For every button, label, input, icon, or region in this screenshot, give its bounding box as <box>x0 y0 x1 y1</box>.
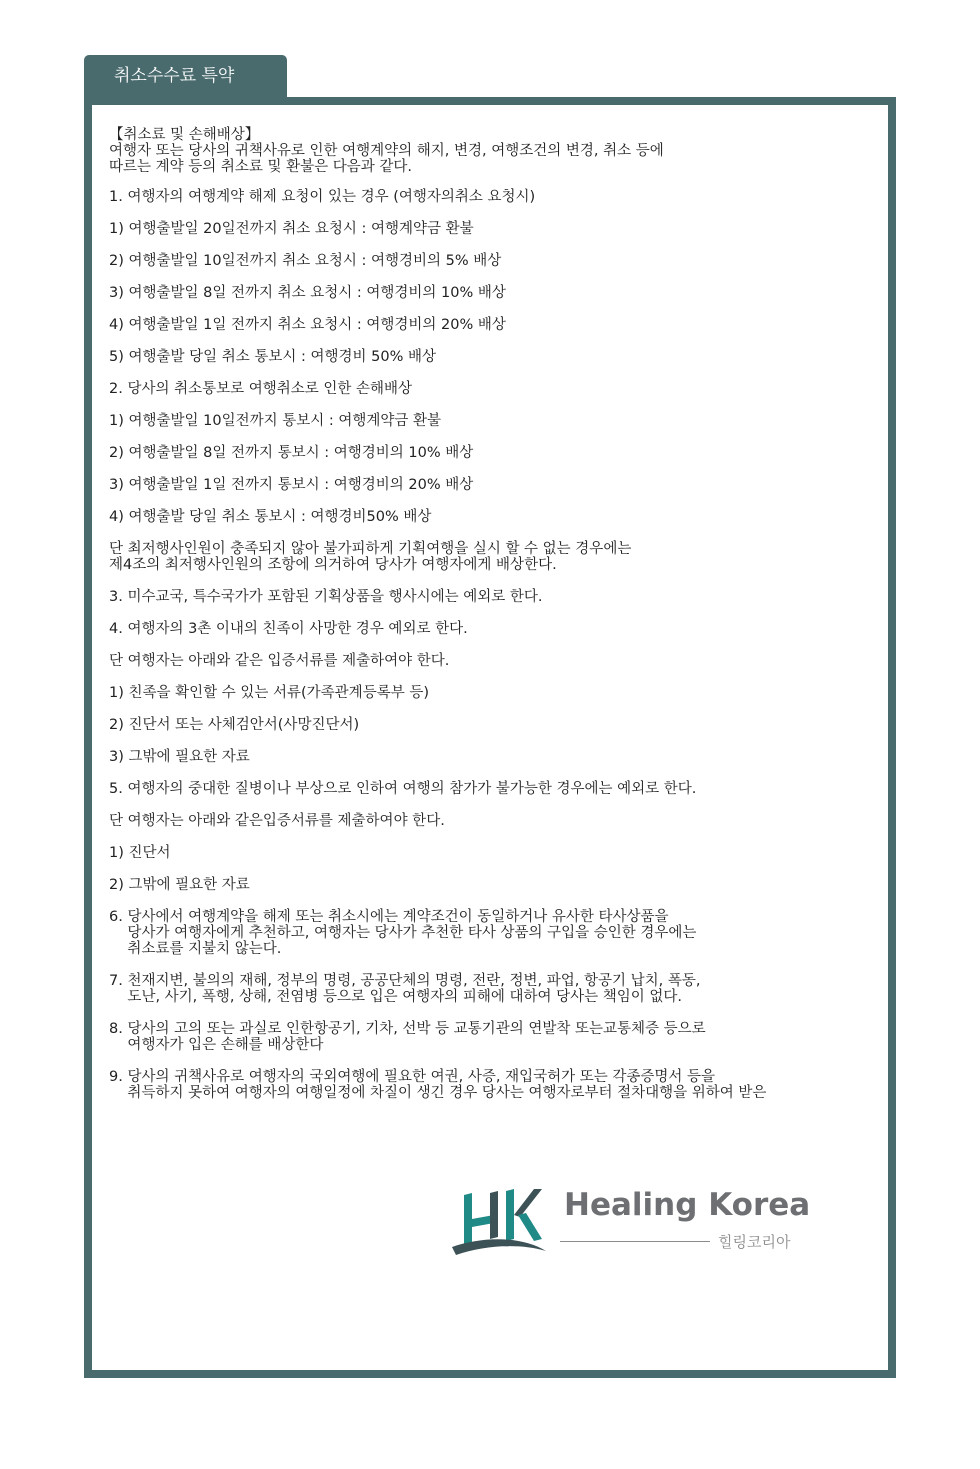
term-line: 3) 여행출발일 1일 전까지 통보시 : 여행경비의 20% 배상 <box>109 477 474 493</box>
term-item <box>109 189 869 205</box>
term-line: 8. 당사의 고의 또는 과실로 인한항공기, 기차, 선박 등 교통기관의 연발착 또는교통체증 등으로 <box>109 1021 706 1037</box>
term-line: 취득하지 못하여 여행자의 여행일정에 차질이 생긴 경우 당사는 여행자로부터 절차대행을 위하여 받은 <box>109 1085 767 1101</box>
term-item <box>109 589 869 605</box>
intro-line: 따르는 계약 등의 취소료 및 환불은 다음과 같다. <box>109 159 413 175</box>
section-tab-title: 취소수수료 특약 <box>114 66 235 86</box>
spacer <box>109 701 869 717</box>
term-line: 1. 여행자의 여행계약 해제 요청이 있는 경우 (여행자의취소 요청시) <box>109 189 536 205</box>
term-line: 여행자가 입은 손해를 배상한다 <box>109 1037 324 1053</box>
logo-name-korean: 힐링코리아 <box>718 1233 791 1251</box>
term-item <box>109 973 869 1005</box>
term-item <box>109 749 869 765</box>
term-line: 9. 당사의 귀책사유로 여행자의 국외여행에 필요한 여권, 사증, 재입국허가 또는 각종증명서 등을 <box>109 1069 716 1085</box>
term-item <box>109 381 869 397</box>
term-item <box>109 813 869 829</box>
term-item <box>109 877 869 893</box>
term-line: 단 여행자는 아래와 같은 입증서류를 제출하여야 한다. <box>109 653 450 669</box>
term-line: 3) 그밖에 필요한 자료 <box>109 749 250 765</box>
spacer <box>109 957 869 973</box>
term-line: 5. 여행자의 중대한 질병이나 부상으로 인하여 여행의 참가가 불가능한 경우에는 예외로 한다. <box>109 781 697 797</box>
term-item <box>109 845 869 861</box>
term-line: 3. 미수교국, 특수국가가 포함된 기획상품을 행사시에는 예외로 한다. <box>109 589 543 605</box>
terms-content <box>109 127 869 1101</box>
term-line: 2) 여행출발일 8일 전까지 통보시 : 여행경비의 10% 배상 <box>109 445 474 461</box>
term-item <box>109 445 869 461</box>
spacer <box>109 1005 869 1021</box>
intro-line: 여행자 또는 당사의 귀책사유로 인한 여행계약의 해지, 변경, 여행조건의 변경, 취소 등에 <box>109 143 664 159</box>
term-item <box>109 253 869 269</box>
term-item <box>109 317 869 333</box>
spacer <box>109 365 869 381</box>
term-line: 제4조의 최저행사인원의 조항에 의거하여 당사가 여행자에게 배상한다. <box>109 557 557 573</box>
spacer <box>109 637 869 653</box>
term-line: 4. 여행자의 3촌 이내의 친족이 사망한 경우 예외로 한다. <box>109 621 468 637</box>
spacer <box>109 829 869 845</box>
term-line: 당사가 여행자에게 추천하고, 여행자는 당사가 추천한 타사 상품의 구입을 승인한 경우에는 <box>109 925 697 941</box>
term-item <box>109 477 869 493</box>
term-item <box>109 685 869 701</box>
spacer <box>109 301 869 317</box>
spacer <box>109 525 869 541</box>
term-line: 1) 여행출발일 10일전까지 통보시 : 여행계약금 환불 <box>109 413 442 429</box>
spacer <box>109 333 869 349</box>
spacer <box>109 269 869 285</box>
term-item <box>109 541 869 573</box>
term-line: 2. 당사의 취소통보로 여행취소로 인한 손해배상 <box>109 381 413 397</box>
term-item <box>109 221 869 237</box>
term-line: 7. 천재지변, 불의의 재해, 정부의 명령, 공공단체의 명령, 전란, 정변, 파업, 항공기 납치, 폭동, <box>109 973 701 989</box>
logo-divider <box>560 1241 710 1242</box>
term-item <box>109 509 869 525</box>
term-line: 2) 그밖에 필요한 자료 <box>109 877 250 893</box>
spacer <box>109 733 869 749</box>
term-item <box>109 717 869 733</box>
spacer <box>109 493 869 509</box>
term-line: 2) 진단서 또는 사체검안서(사망진단서) <box>109 717 360 733</box>
term-item <box>109 653 869 669</box>
term-line: 도난, 사기, 폭행, 상해, 전염병 등으로 입은 여행자의 피해에 대하여 당사는 책임이 없다. <box>109 989 683 1005</box>
spacer <box>109 797 869 813</box>
term-item <box>109 349 869 365</box>
spacer <box>109 429 869 445</box>
spacer <box>109 461 869 477</box>
spacer <box>109 765 869 781</box>
intro-heading: 【취소료 및 손해배상】 <box>109 127 260 143</box>
term-line: 4) 여행출발 당일 취소 통보시 : 여행경비50% 배상 <box>109 509 432 525</box>
term-line: 1) 여행출발일 20일전까지 취소 요청시 : 여행계약금 환불 <box>109 221 474 237</box>
term-line: 1) 친족을 확인할 수 있는 서류(가족관계등록부 등) <box>109 685 429 701</box>
healing-korea-logo <box>450 1185 811 1265</box>
term-line: 단 여행자는 아래와 같은입증서류를 제출하여야 한다. <box>109 813 445 829</box>
term-item <box>109 621 869 637</box>
term-line: 6. 당사에서 여행계약을 해제 또는 취소시에는 계약조건이 동일하거나 유사한 타사상품을 <box>109 909 669 925</box>
term-item <box>109 1069 869 1101</box>
term-item <box>109 413 869 429</box>
hk-logo-mark-icon <box>450 1185 560 1265</box>
spacer <box>109 205 869 221</box>
spacer <box>109 1053 869 1069</box>
spacer <box>109 573 869 589</box>
term-item <box>109 909 869 957</box>
spacer <box>109 237 869 253</box>
term-item <box>109 781 869 797</box>
term-line: 단 최저행사인원이 충족되지 않아 불가피하게 기획여행을 실시 할 수 없는 경우에는 <box>109 541 632 557</box>
spacer <box>109 605 869 621</box>
logo-name-english: Healing Korea <box>564 1187 811 1223</box>
term-line: 1) 진단서 <box>109 845 171 861</box>
intro-block <box>109 127 869 175</box>
section-tab[interactable] <box>84 55 287 98</box>
spacer <box>109 397 869 413</box>
spacer <box>109 893 869 909</box>
term-line: 5) 여행출발 당일 취소 통보시 : 여행경비 50% 배상 <box>109 349 436 365</box>
term-line: 취소료를 지불치 않는다. <box>109 941 282 957</box>
terms-list <box>109 189 869 1101</box>
spacer <box>109 861 869 877</box>
term-line: 4) 여행출발일 1일 전까지 취소 요청시 : 여행경비의 20% 배상 <box>109 317 506 333</box>
term-item <box>109 1021 869 1053</box>
spacer <box>109 669 869 685</box>
term-line: 3) 여행출발일 8일 전까지 취소 요청시 : 여행경비의 10% 배상 <box>109 285 506 301</box>
term-item <box>109 285 869 301</box>
term-line: 2) 여행출발일 10일전까지 취소 요청시 : 여행경비의 5% 배상 <box>109 253 502 269</box>
